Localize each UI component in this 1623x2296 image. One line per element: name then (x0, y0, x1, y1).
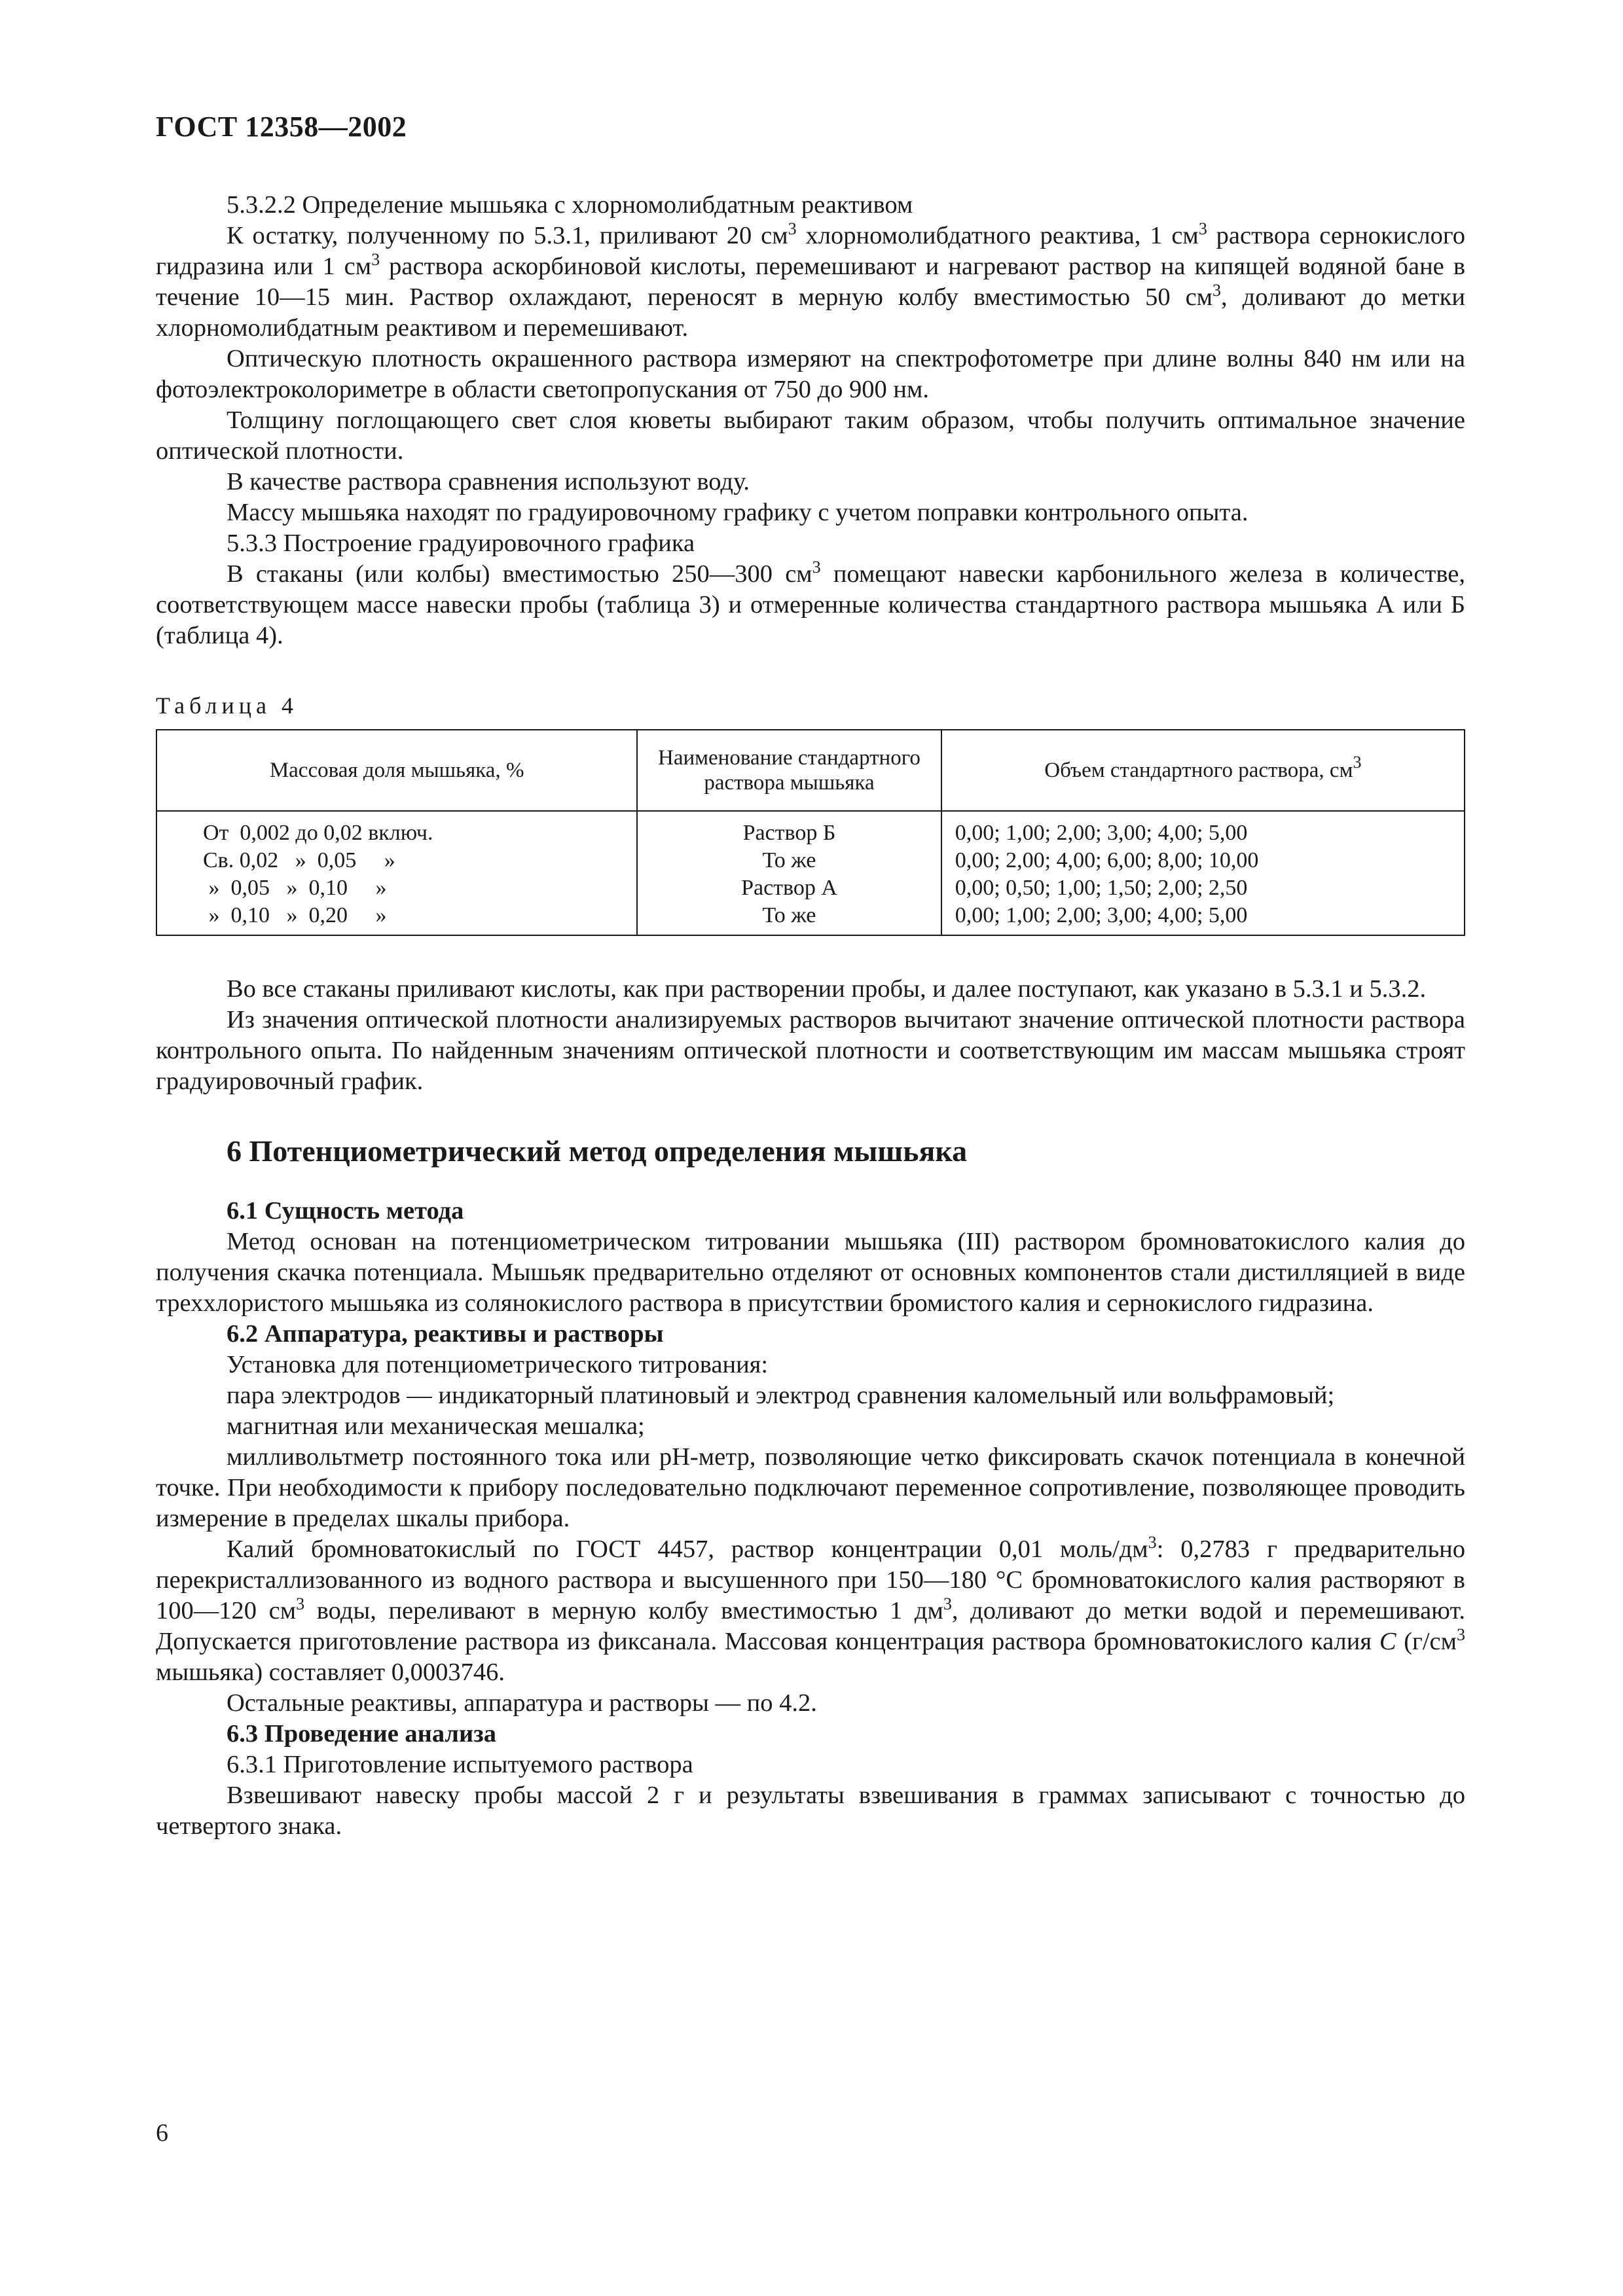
sample-weighing-paragraph: Взвешивают навеску пробы массой 2 г и результаты взвешивания в граммах записывают с точностью до четвертого знака. (156, 1782, 1465, 1840)
text-fragment: , доливают до метки хлорномолибдатным реактивом и перемешивают. (156, 283, 1465, 342)
clause-6-2-heading: 6.2 Аппаратура, реактивы и растворы (227, 1320, 664, 1348)
header-text: Объем стандартного раствора, см (1044, 759, 1353, 782)
other-reagents-paragraph: Остальные реактивы, аппаратура и растворы — по 4.2. (227, 1689, 817, 1717)
cell-arsenic-share: Св. 0,02 » 0,05 » (156, 847, 637, 874)
potassium-bromate-paragraph (156, 1534, 1465, 1688)
cell-solution-name: Раствор Б (637, 811, 941, 847)
section-6-heading: 6 Потенциометрический метод определения мышьяка (227, 1134, 968, 1168)
page-content (156, 190, 1465, 1842)
text-fragment: помещают навески карбонильного железа в количестве, соответствующем массе навески пробы (таблица 3) и отмеренные количества стандартного раствора мышьяка А или Б (таблица 4). (156, 560, 1465, 649)
superscript: 3 (296, 1594, 305, 1613)
clause-5-3-2-2-title: 5.3.2.2 Определение мышьяка с хлорномолибдатным реактивом (227, 191, 913, 219)
acid-addition-paragraph: Во все стаканы приливают кислоты, как при растворении пробы, и далее поступают, как указано в 5.3.1 и 5.3.2. (227, 975, 1427, 1003)
table-row (156, 902, 1465, 935)
superscript: 3 (1198, 219, 1207, 238)
table-row (156, 874, 1465, 902)
text-fragment: мышьяка) составляет 0,0003746. (156, 1659, 505, 1686)
superscript: 3 (1213, 281, 1222, 300)
text-fragment: (г/см (1396, 1628, 1457, 1655)
millivoltmeter-paragraph: милливольтметр постоянного тока или pH-метр, позволяющие четко фиксировать скачок потенциала в конечной точке. При необходимости к прибору последовательно подключают переменное сопротивление, позволяющее проводить измерение в пределах шкалы прибора. (156, 1443, 1465, 1532)
concentration-symbol: С (1379, 1628, 1396, 1655)
superscript: 3 (788, 219, 797, 238)
cell-arsenic-share: » 0,10 » 0,20 » (156, 902, 637, 935)
text-fragment: : 0,2783 г предварительно перекристаллизованного из водного раствора и высушенного при 150—180 °С бромноватокислого калия растворяют в 100—120 см (156, 1535, 1465, 1624)
cell-solution-volume: 0,00; 0,50; 1,00; 1,50; 2,00; 2,50 (941, 874, 1465, 902)
clause-5-3-3-procedure (156, 559, 1465, 651)
superscript: 3 (1353, 753, 1362, 772)
electrodes-paragraph: пара электродов — индикаторный платиновый и электрод сравнения каломельный или вольфрамовый; (227, 1382, 1335, 1409)
column-header-arsenic-share: Массовая доля мышьяка, % (156, 730, 637, 811)
document-id-header: ГОСТ 12358—2002 (156, 111, 407, 143)
cell-arsenic-share: От 0,002 до 0,02 включ. (156, 811, 637, 847)
table-row (156, 847, 1465, 874)
calibration-graph-paragraph: Из значения оптической плотности анализируемых растворов вычитают значение оптической плотности раствора контрольного опыта. По найденным значениям оптической плотности и соответствующим им массам мышьяка строят градуировочный график. (156, 1006, 1465, 1095)
text-fragment: раствора аскорбиновой кислоты, перемешивают и нагревают раствор на кипящей водяной бане в течение 10—15 мин. Раствор охлаждают, переносят в мерную колбу вместимостью 50 см (156, 253, 1465, 311)
text-fragment: В стаканы (или колбы) вместимостью 250—300 см (227, 560, 812, 588)
cell-solution-volume: 0,00; 2,00; 4,00; 6,00; 8,00; 10,00 (941, 847, 1465, 874)
cell-solution-name: То же (637, 902, 941, 935)
table-header-row (156, 730, 1465, 811)
page-number: 6 (156, 2119, 168, 2147)
cuvette-thickness-paragraph: Толщину поглощающего свет слоя кюветы выбирают таким образом, чтобы получить оптимальное значение оптической плотности. (156, 406, 1465, 465)
text-fragment: хлорномолибдатного реактива, 1 см (796, 222, 1199, 249)
method-essence-paragraph: Метод основан на потенциометрическом титровании мышьяка (III) раствором бромноватокислого калия до получения скачка потенциала. Мышьяк предварительно отделяют от основных компонентов стали дистилляцией в виде треххлористого мышьяка из солянокислого раствора в присутствии бромистого калия и сернокислого гидразина. (156, 1228, 1465, 1317)
clause-6-3-1-title: 6.3.1 Приготовление испытуемого раствора (227, 1751, 693, 1778)
clause-5-3-2-2-procedure (156, 221, 1465, 344)
post-table-text (156, 974, 1465, 1097)
table-4-caption: Таблица 4 (156, 692, 298, 719)
text-fragment: раствора сернокислого гидразина или 1 см (156, 222, 1466, 280)
cell-solution-volume: 0,00; 1,00; 2,00; 3,00; 4,00; 5,00 (941, 902, 1465, 935)
table-4 (156, 729, 1465, 936)
stirrer-paragraph: магнитная или механическая мешалка; (227, 1412, 645, 1440)
table-row (156, 811, 1465, 847)
cell-solution-name: Раствор А (637, 874, 941, 902)
clause-6-1-heading: 6.1 Сущность метода (227, 1197, 464, 1225)
cell-solution-volume: 0,00; 1,00; 2,00; 3,00; 4,00; 5,00 (941, 811, 1465, 847)
text-fragment: , доливают до метки водой и перемешивают. Допускается приготовление раствора из фиксанала. Массовая концентрация раствора бромноватокислого калия (156, 1597, 1465, 1655)
arsenic-mass-paragraph: Массу мышьяка находят по градуировочному графику с учетом поправки контрольного опыта. (227, 499, 1249, 526)
superscript: 3 (812, 558, 821, 577)
column-header-solution-name: Наименование стандартного раствора мышьяка (637, 730, 941, 811)
superscript: 3 (1148, 1533, 1157, 1552)
superscript: 3 (1457, 1625, 1465, 1644)
cell-solution-name: То же (637, 847, 941, 874)
text-fragment: Калий бромноватокислый по ГОСТ 4457, раствор концентрации 0,01 моль/дм (227, 1535, 1148, 1563)
optical-density-paragraph: Оптическую плотность окрашенного раствора измеряют на спектрофотометре при длине волны 840 нм или на фотоэлектроколориметре в области светопропускания от 750 до 900 нм. (156, 345, 1465, 403)
column-header-solution-volume (941, 730, 1465, 811)
reference-solution-paragraph: В качестве раствора сравнения используют воду. (227, 468, 750, 495)
superscript: 3 (371, 250, 380, 269)
superscript: 3 (943, 1594, 952, 1613)
titration-setup-paragraph: Установка для потенциометрического титрования: (227, 1351, 769, 1378)
clause-5-3-3-title: 5.3.3 Построение градуировочного графика (227, 529, 695, 557)
text-fragment: К остатку, полученному по 5.3.1, приливают 20 см (227, 222, 788, 249)
cell-arsenic-share: » 0,05 » 0,10 » (156, 874, 637, 902)
clause-6-3-heading: 6.3 Проведение анализа (227, 1720, 496, 1748)
text-fragment: воды, переливают в мерную колбу вместимостью 1 дм (304, 1597, 943, 1624)
